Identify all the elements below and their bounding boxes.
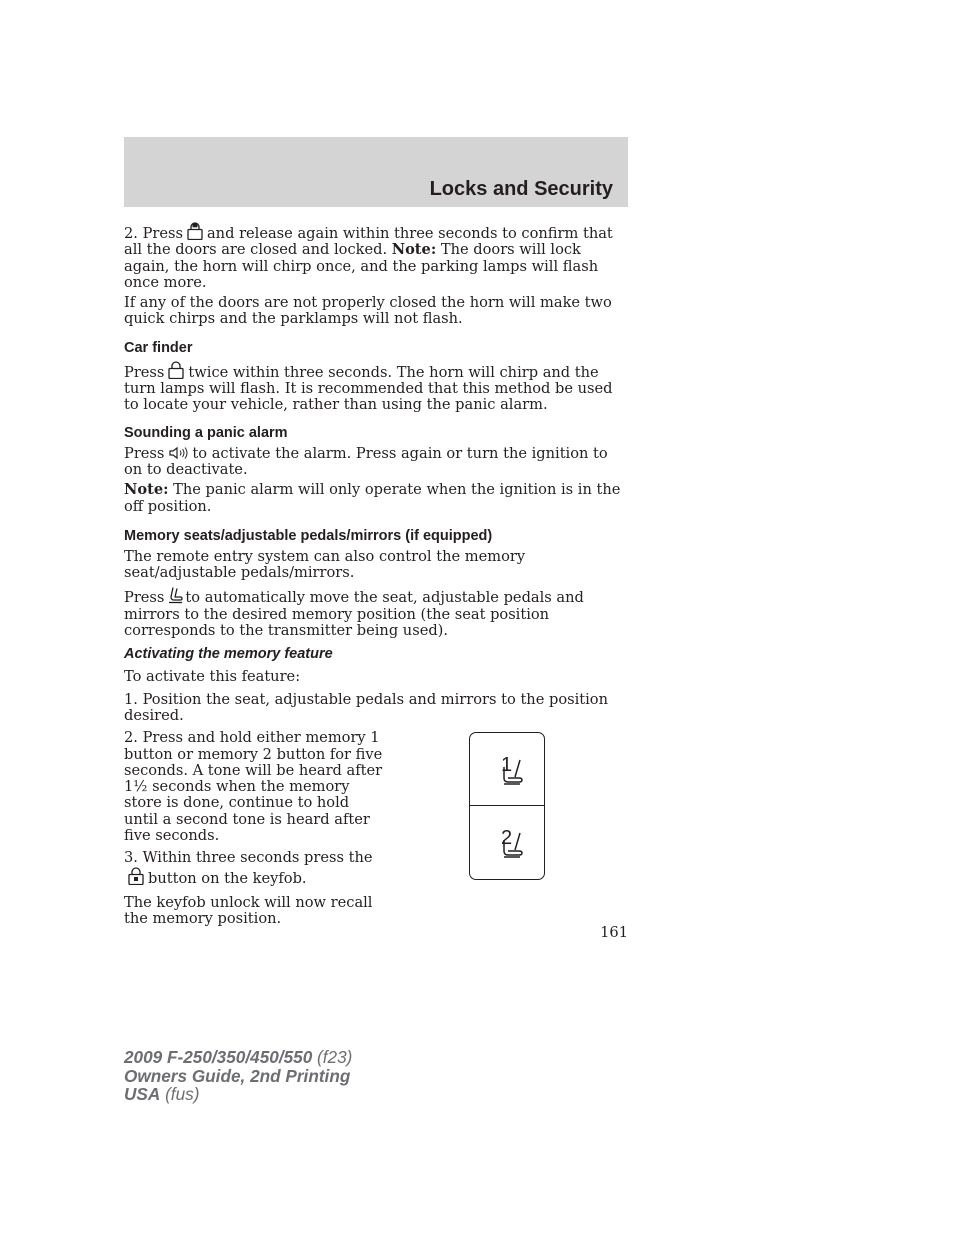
heading-car-finder: Car finder [124, 339, 193, 356]
memory-button-1[interactable] [470, 733, 544, 806]
paragraph-memory-intro: The remote entry system can also control the memory seat/adjustable pedals/mirrors. [124, 547, 526, 582]
memory-button-2[interactable] [470, 806, 544, 879]
heading-activating-memory: Activating the memory feature [124, 646, 333, 663]
memory-button-1-label: 1 [501, 754, 513, 777]
memory-steps-section [124, 730, 630, 927]
paragraph-panic-note: Note: The panic alarm will only operate when the ignition is in the off position. [124, 481, 621, 515]
seat-icon [498, 827, 528, 860]
paragraph-doors-not-closed: If any of the doors are not properly closed the horn will make two quick chirps and the parklamps will not flash. [124, 294, 612, 328]
paragraph-panic-alarm: Press to activate the alarm. Press again or turn the ignition to on to deactivate. [124, 444, 608, 478]
footer-line-2: Owners Guide, 2nd Printing [124, 1065, 351, 1086]
footer-line-1: 2009 F-250/350/450/550 (f23) [124, 1047, 353, 1067]
paragraph-car-finder: Press twice within three seconds. The horn will chirp and the turn lamps will flash. It is recommended that this method be used to locate your vehicle, rather than using the panic alarm. [124, 361, 630, 414]
seat-icon [498, 754, 528, 787]
paragraph-recall: The keyfob unlock will now recall the memory position. [124, 893, 373, 928]
memory-button-panel [469, 732, 545, 880]
footer-publication-info [124, 1048, 352, 1104]
step-3: 3. Within three seconds press the button on the keyfob. [124, 849, 373, 887]
lock-icon [168, 361, 184, 379]
paragraph-memory-press: Press to automatically move the seat, adjustable pedals and mirrors to the desired memory position (the seat position corresponds to the transmitter being used). [124, 586, 630, 639]
section-header [124, 137, 628, 207]
seat-icon [168, 586, 183, 604]
step-1: 1. Position the seat, adjustable pedals and mirrors to the position desired. [124, 690, 608, 724]
memory-steps-text [124, 730, 384, 927]
memory-button-2-label: 2 [501, 827, 513, 850]
footer-line-3: USA (fus) [124, 1084, 200, 1104]
paragraph-confirm-lock: 2. Press and release again within three seconds to confirm that all the doors are closed and locked. Note: The doors will lock again, the horn will chirp once, and the parking lamps will flash once more. [124, 222, 630, 291]
page-number: 161 [600, 924, 628, 941]
unlock-icon [128, 867, 144, 885]
section-title: Locks and Security [429, 178, 613, 200]
lock-icon [187, 222, 203, 240]
paragraph-activate-intro: To activate this feature: [124, 668, 301, 686]
panic-horn-icon [168, 446, 188, 460]
page-content [124, 222, 630, 928]
step-2: 2. Press and hold either memory 1 button or memory 2 button for five seconds. A tone will be heard after 1½ seconds when the memory store is done, continue to hold until a second tone is heard after five seconds. [124, 729, 383, 845]
heading-memory-seats: Memory seats/adjustable pedals/mirrors (if equipped) [124, 527, 493, 544]
heading-panic-alarm: Sounding a panic alarm [124, 424, 288, 441]
